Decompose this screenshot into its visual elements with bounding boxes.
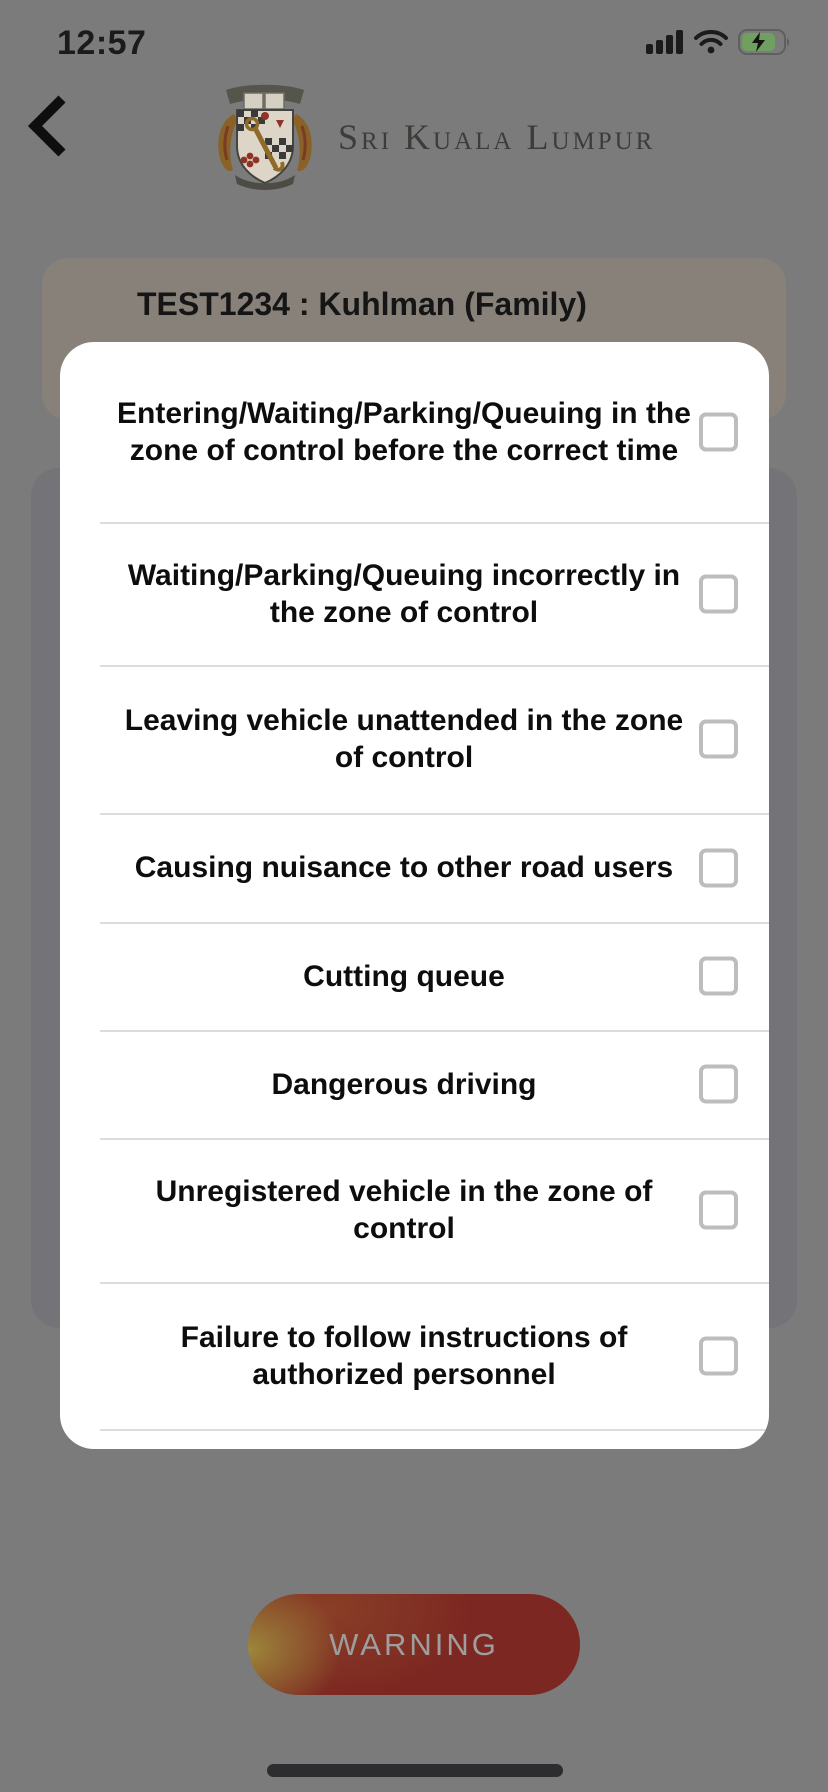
checklist-item-label: Failure to follow instructions of authorized personnel (180, 1320, 628, 1391)
checklist-item-label: Unregistered vehicle in the zone of control (155, 1175, 653, 1245)
checklist-item[interactable] (60, 665, 769, 813)
checkbox[interactable] (699, 574, 738, 613)
battery-charging-icon (738, 29, 792, 60)
checklist-item[interactable] (60, 522, 769, 665)
checkbox[interactable] (699, 1065, 738, 1104)
home-indicator[interactable] (267, 1764, 563, 1777)
checklist-item[interactable] (60, 1282, 769, 1429)
checklist-item[interactable] (60, 922, 769, 1030)
school-title: Sri Kuala Lumpur (338, 117, 656, 157)
back-button[interactable] (26, 94, 70, 158)
checklist-item-label: Causing nuisance to other road users (134, 851, 674, 884)
checklist-item-label: Dangerous driving (271, 1067, 537, 1101)
status-icons (646, 29, 792, 60)
checklist-item[interactable] (60, 1030, 769, 1138)
wifi-icon (694, 29, 728, 60)
checkbox[interactable] (699, 1336, 738, 1375)
checkbox[interactable] (699, 413, 738, 452)
checklist-item[interactable] (60, 342, 769, 522)
checklist-item-label: Cutting queue (303, 959, 505, 993)
status-time: 12:57 (57, 24, 147, 62)
violation-checklist-modal (60, 342, 769, 1449)
checkbox[interactable] (699, 1191, 738, 1230)
checkbox[interactable] (699, 848, 738, 887)
checkbox[interactable] (699, 720, 738, 759)
checklist-item[interactable] (60, 813, 769, 922)
session-card-title: TEST1234 : Kuhlman (Family) (137, 286, 587, 322)
cellular-signal-icon (646, 29, 684, 60)
checklist-item-label: Waiting/Parking/Queuing incorrectly in the zone of control (127, 558, 681, 629)
modal-bottom-spacer (60, 1429, 769, 1449)
warning-button[interactable]: WARNING (248, 1594, 580, 1695)
checkbox[interactable] (699, 957, 738, 996)
checklist-item-label: Entering/Waiting/Parking/Queuing in the zone of control before the correct time (117, 397, 691, 467)
checklist-item[interactable] (60, 1138, 769, 1282)
school-crest-logo (204, 80, 326, 190)
checklist-item-label: Leaving vehicle unattended in the zone of control (124, 704, 684, 774)
